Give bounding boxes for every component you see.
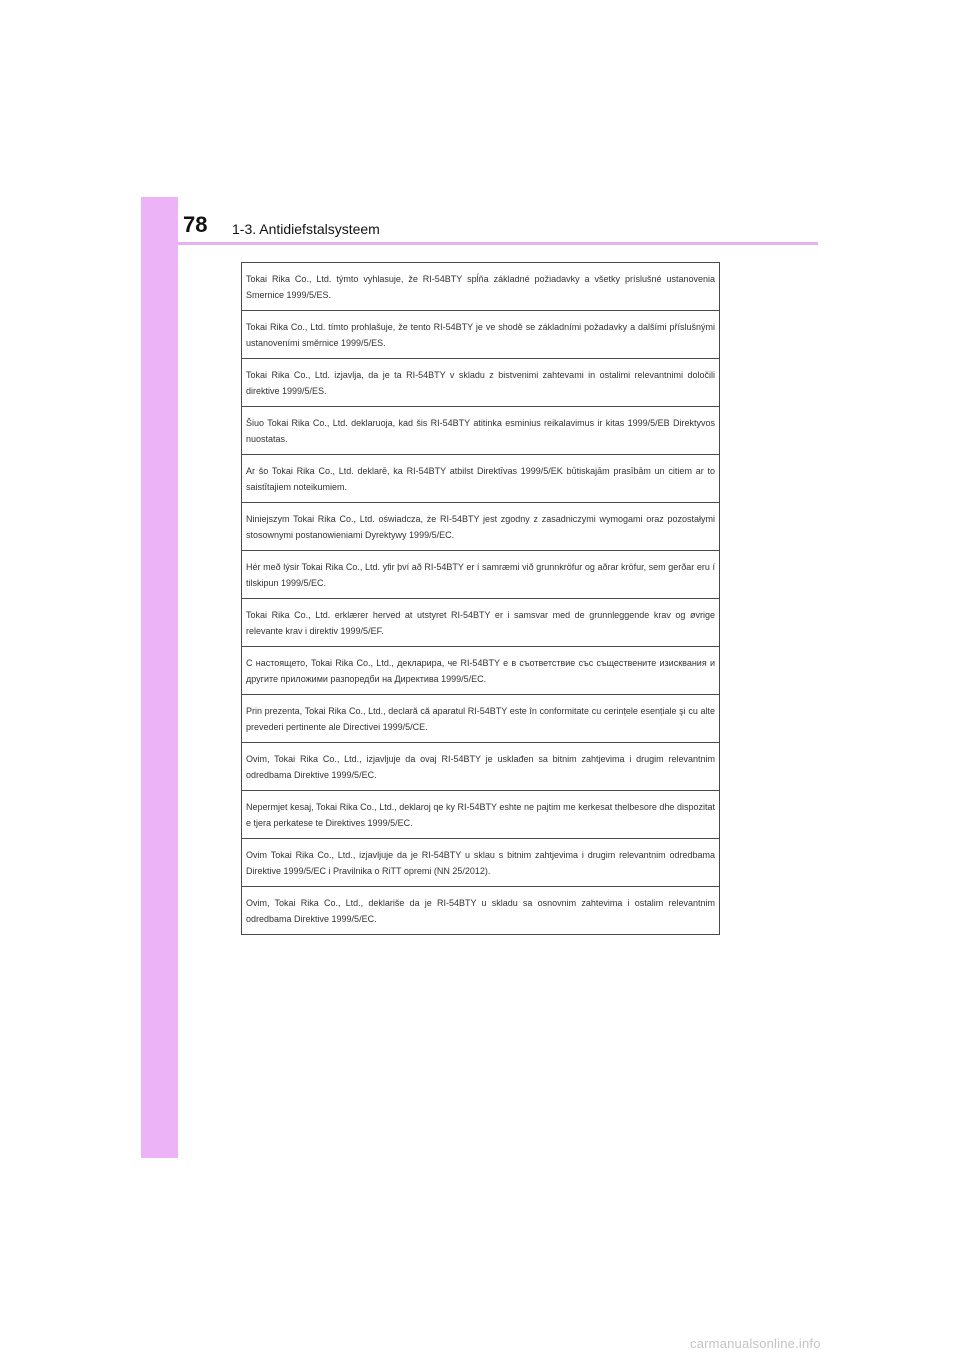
table-row	[242, 599, 720, 647]
declaration-cell: Hér með lýsir Tokai Rika Co., Ltd. yfir því að RI-54BTY er í samræmi við grunnkröfur og aðrar kröfur, sem gerðar eru í tilskipun 1999/5/EC.	[242, 551, 720, 599]
table-row	[242, 695, 720, 743]
section-title: 1-3. Antidiefstalsysteem	[232, 221, 380, 237]
declaration-cell: Ovim, Tokai Rika Co., Ltd., izjavljuje da ovaj RI-54BTY je usklađen sa bitnim zahtjevima i drugim relevantnim odredbama Direktive 1999/5/EC.	[242, 743, 720, 791]
header-divider	[178, 242, 818, 245]
declaration-cell: Tokai Rika Co., Ltd. erklærer herved at utstyret RI-54BTY er i samsvar med de grunnleggende krav og øvrige relevante krav i direktiv 1999/5/EF.	[242, 599, 720, 647]
declaration-cell: С настоящето, Tokai Rika Co., Ltd., декларира, че RI-54BTY е в съответствие със съществените изисквания и другите приложими разпоредби на Директива 1999/5/EC.	[242, 647, 720, 695]
table-row	[242, 503, 720, 551]
declaration-cell: Nepermjet kesaj, Tokai Rika Co., Ltd., deklaroj qe ky RI-54BTY eshte ne pajtim me kerkesat thelbesore dhe dispozitat e tjera perkatese te Direktives 1999/5/EC.	[242, 791, 720, 839]
declaration-cell: Šiuo Tokai Rika Co., Ltd. deklaruoja, kad šis RI-54BTY atitinka esminius reikalavimus ir kitas 1999/5/EB Direktyvos nuostatas.	[242, 407, 720, 455]
table-row	[242, 263, 720, 311]
table-row	[242, 887, 720, 935]
table-row	[242, 407, 720, 455]
table-row	[242, 359, 720, 407]
table-row	[242, 551, 720, 599]
declarations-table	[241, 262, 720, 935]
table-row	[242, 647, 720, 695]
declaration-cell: Tokai Rika Co., Ltd. izjavlja, da je ta RI-54BTY v skladu z bistvenimi zahtevami in ostalimi relevantnimi določili direktive 1999/5/ES.	[242, 359, 720, 407]
table-row	[242, 791, 720, 839]
table-row	[242, 311, 720, 359]
side-accent-band	[141, 197, 178, 1158]
declaration-cell: Ovim Tokai Rika Co., Ltd., izjavljuje da je RI-54BTY u sklau s bitnim zahtjevima i drugim relevantnim odredbama Direktive 1999/5/EC i Pravilnika o RiTT opremi (NN 25/2012).	[242, 839, 720, 887]
declaration-cell: Niniejszym Tokai Rika Co., Ltd. oświadcza, że RI-54BTY jest zgodny z zasadniczymi wymogami oraz pozostałymi stosownymi postanowieniami Dyrektywy 1999/5/EC.	[242, 503, 720, 551]
table-row	[242, 839, 720, 887]
declaration-cell: Prin prezenta, Tokai Rika Co., Ltd., declară că aparatul RI-54BTY este în conformitate cu cerințele esențiale şi cu alte prevederi pertinente ale Directivei 1999/5/CE.	[242, 695, 720, 743]
page-number: 78	[183, 212, 208, 237]
declaration-cell: Ovim, Tokai Rika Co., Ltd., deklariše da je RI-54BTY u skladu sa osnovnim zahtevima i ostalim relevantnim odredbama Direktive 1999/5/EC.	[242, 887, 720, 935]
table-row	[242, 455, 720, 503]
declaration-cell: Ar šo Tokai Rika Co., Ltd. deklarē, ka RI-54BTY atbilst Direktīvas 1999/5/EK būtiskajām prasībām un citiem ar to saistītajiem noteikumiem.	[242, 455, 720, 503]
declaration-cell: Tokai Rika Co., Ltd. týmto vyhlasuje, že RI-54BTY spĺňa základné požiadavky a všetky príslušné ustanovenia Smernice 1999/5/ES.	[242, 263, 720, 311]
table-row	[242, 743, 720, 791]
watermark: carmanualsonline.info	[690, 1336, 821, 1351]
declaration-cell: Tokai Rika Co., Ltd. tímto prohlašuje, že tento RI-54BTY je ve shodě se základními požadavky a dalšími příslušnými ustanoveními směrnice 1999/5/ES.	[242, 311, 720, 359]
